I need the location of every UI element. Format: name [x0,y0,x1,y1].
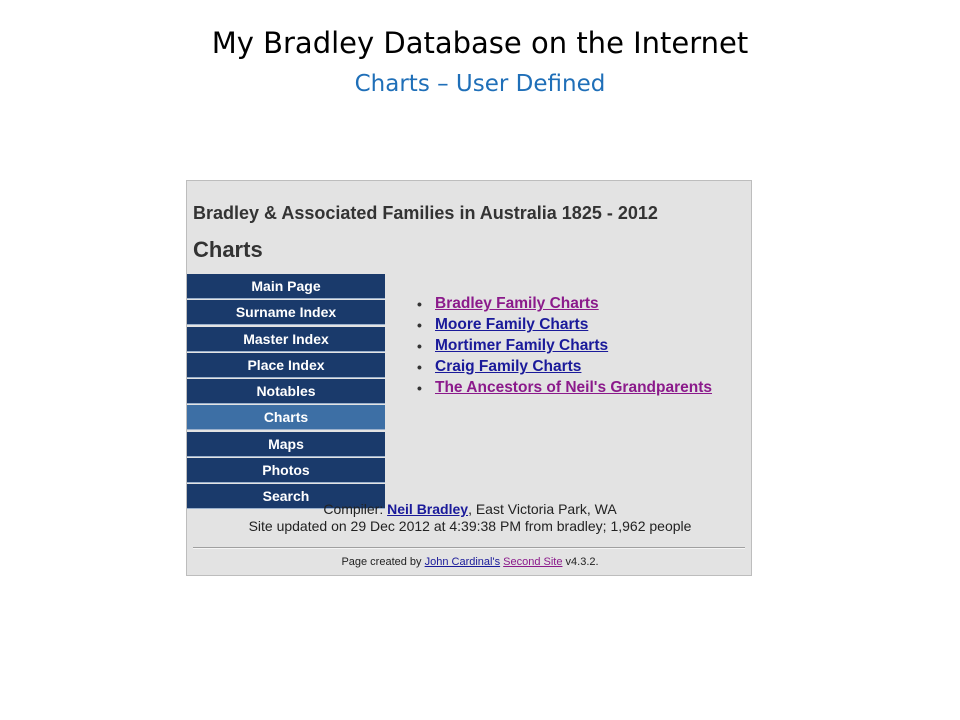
link-craig-family-charts[interactable]: Craig Family Charts [435,358,582,375]
nav-item-charts[interactable]: Charts [187,405,385,430]
list-item [417,336,712,357]
link-ancestors-grandparents[interactable]: The Ancestors of Neil's Grandparents [435,379,713,396]
bullet-icon: • [417,359,422,375]
list-item [417,357,712,378]
chart-links-list [417,294,712,399]
site-updated-text: Site updated on 29 Dec 2012 at 4:39:38 PM from bradley; 1,962 people [248,518,692,534]
divider [193,547,745,549]
bullet-icon: • [417,380,422,396]
website-screenshot [186,180,752,576]
link-mortimer-family-charts[interactable]: Mortimer Family Charts [435,337,609,354]
slide-subtitle: Charts – User Defined [354,71,606,97]
credit-line [187,556,753,568]
compiler-line [187,501,753,518]
nav-item-photos[interactable]: Photos [187,458,385,483]
nav-item-surname-index[interactable]: Surname Index [187,300,385,325]
footer [187,501,753,535]
list-item [417,378,712,399]
nav-item-main-page[interactable]: Main Page [187,274,385,299]
credit-version: v4.3.2. [562,556,599,568]
bullet-icon: • [417,296,422,312]
link-moore-family-charts[interactable]: Moore Family Charts [435,316,589,333]
credit-product-link[interactable]: Second Site [503,556,563,568]
site-title: Bradley & Associated Families in Australia 1825 - 2012 [193,203,658,223]
compiler-prefix: Compiler: [323,501,388,517]
list-item [417,315,712,336]
link-bradley-family-charts[interactable]: Bradley Family Charts [435,295,599,312]
nav-item-notables[interactable]: Notables [187,379,385,404]
page-heading: Charts [193,237,263,262]
nav-item-maps[interactable]: Maps [187,432,385,457]
slide-title: My Bradley Database on the Internet [211,26,749,60]
credit-author-link[interactable]: John Cardinal's [424,556,501,568]
nav-menu [187,274,385,511]
nav-item-search[interactable]: Search [187,484,385,509]
bullet-icon: • [417,317,422,333]
compiler-link[interactable]: Neil Bradley [387,501,469,517]
bullet-icon: • [417,338,422,354]
list-item [417,294,712,315]
credit-prefix: Page created by [341,556,425,568]
nav-item-place-index[interactable]: Place Index [187,353,385,378]
compiler-location: , East Victoria Park, WA [468,501,617,517]
nav-item-master-index[interactable]: Master Index [187,327,385,352]
